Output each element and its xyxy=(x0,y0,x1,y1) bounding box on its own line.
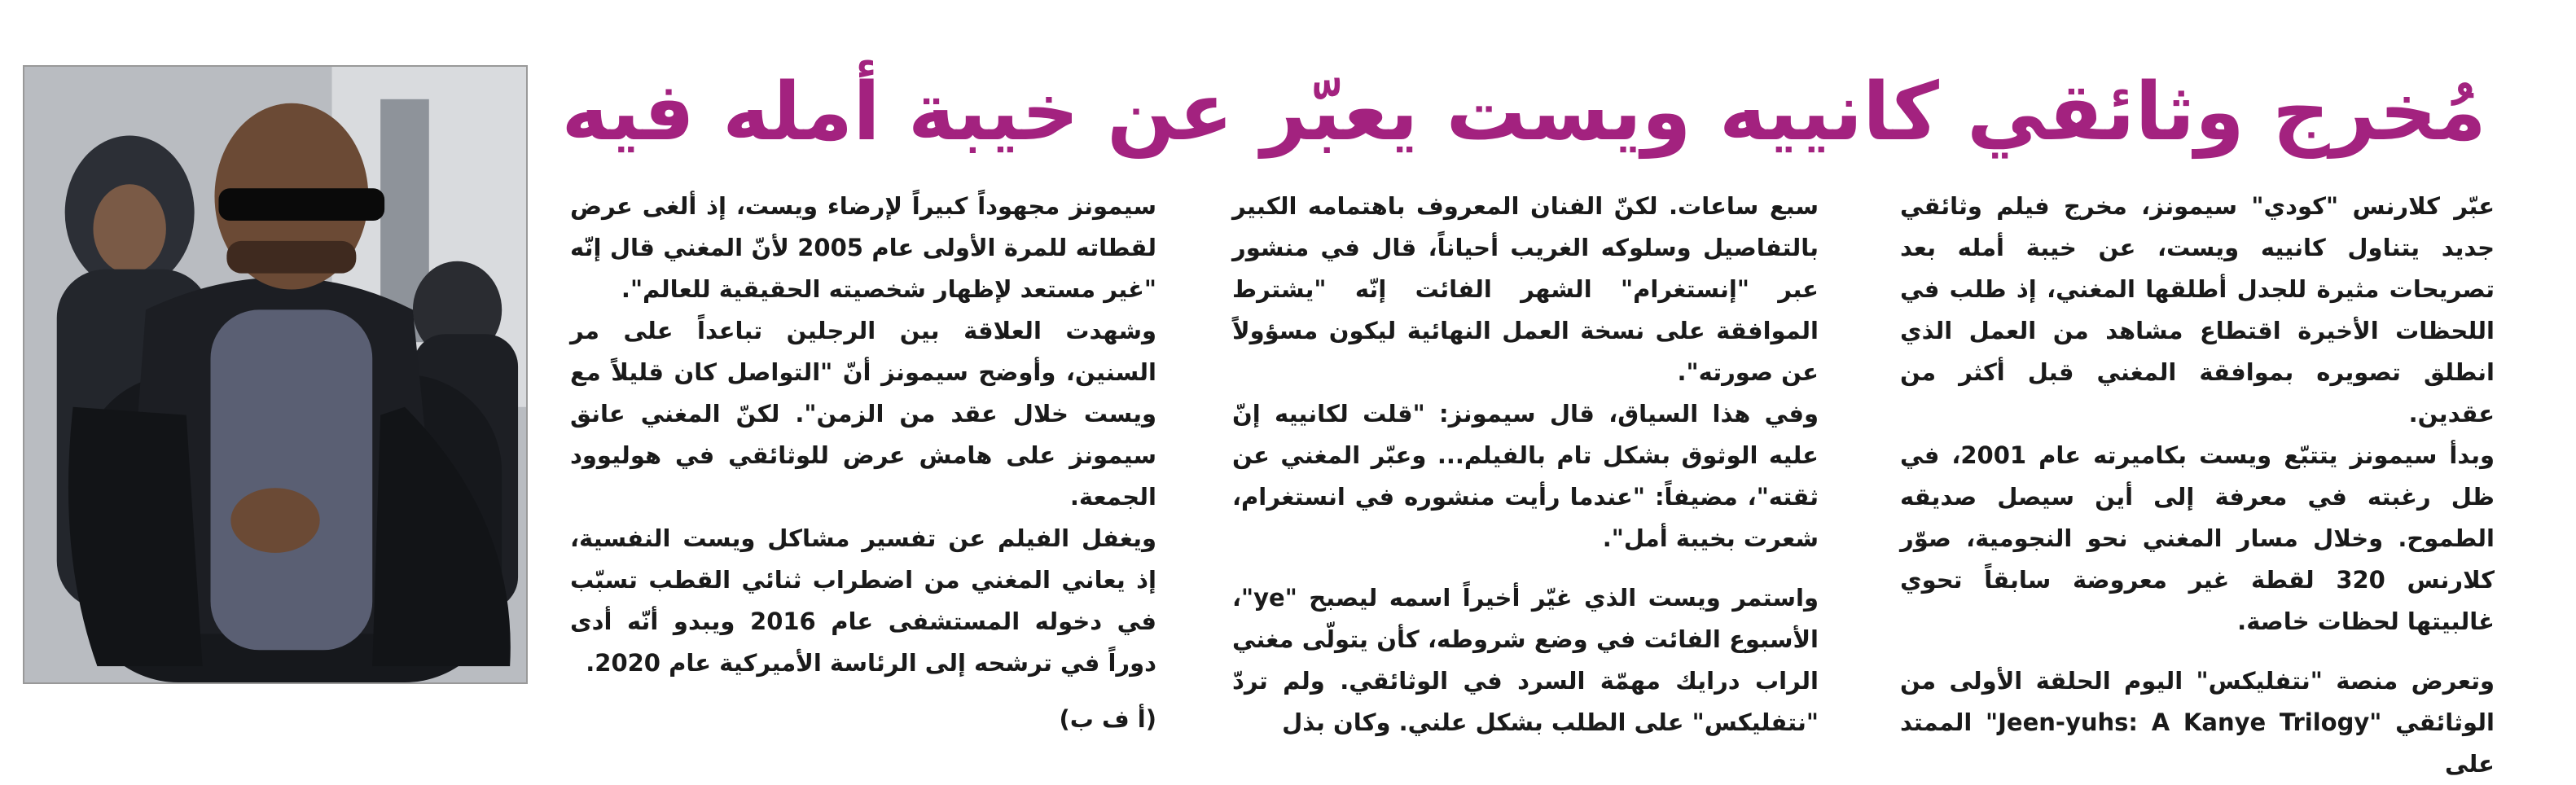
article-credit: (أ ف ب) xyxy=(1059,705,1156,733)
article-photo xyxy=(23,65,528,684)
article-paragraph: سبع ساعات. لكنّ الفنان المعروف باهتمامه الكبير بالتفاصيل وسلوكه الغريب أحياناً، قال في منشور عبر "إنستغرام" الشهر الفائت إنّه "يشترط الموافقة على نسخة العمل النهائية ليكون مسؤولاً عن صورته". xyxy=(1232,192,1819,386)
article-paragraph: وفي هذا السياق، قال سيمونز: "قلت لكانييه إنّ عليه الوثوق بشكل تام بالفيلم... وعبّر المغني عن ثقته"، مضيفاً: "عندما رأيت منشوره في انستغرام، شعرت بخيبة أمل". xyxy=(1232,400,1819,552)
article-headline: مُخرج وثائقي كانييه ويست يعبّر عن خيبة أمله فيه xyxy=(561,66,2486,159)
article-paragraph: ويغفل الفيلم عن تفسير مشاكل ويست النفسية، إذ يعاني المغني من اضطراب ثنائي القطب تسبّب في دخوله المستشفى عام 2016 ويبدو أنّه أدى دوراً في ترشحه إلى الرئاسة الأميركية عام 2020. xyxy=(570,524,1157,677)
article-paragraph: سيمونز مجهوداً كبيراً لإرضاء ويست، إذ ألغى عرض لقطاته للمرة الأولى عام 2005 لأنّ المغني قال إنّه "غير مستعد لإظهار شخصيته الحقيقية للعالم". xyxy=(570,192,1156,303)
article-paragraph: واستمر ويست الذي غيّر أخيراً اسمه ليصبح "ye"، الأسبوع الفائت في وضع شروطه، كأن يتولّى مغني الراب درايك مهمّة السرد في الوثائقي. ولم تردّ "نتفليكس" على الطلب بشكل علني. وكان بذل xyxy=(1232,584,1819,736)
article-paragraph: وشهدت العلاقة بين الرجلين تباعداً على مر السنين، وأوضح سيمونز أنّ "التواصل كان قليلاً مع ويست خلال عقد من الزمن". لكنّ المغني عانق سيمونز على هامش عرض للوثائقي في هوليوود الجمعة. xyxy=(570,317,1156,511)
article-paragraph: عبّر كلارنس "كودي" سيمونز، مخرج فيلم وثائقي جديد يتناول كانييه ويست، عن خيبة أمله بعد تصريحات مثيرة للجدل أطلقها المغني، إذ طلب في اللحظات الأخيرة اقتطاع مشاهد من العمل الذي انطلق تصويره بموافقة المغني قبل أكثر من عقدين. xyxy=(1900,192,2495,428)
photo-illustration xyxy=(24,67,526,682)
article-column-3 xyxy=(570,186,1156,740)
article-paragraph: وتعرض منصة "نتفليكس" اليوم الحلقة الأولى من الوثائقي "Jeen-yuhs: A Kanye Trilogy" الممتد على xyxy=(1900,667,2495,778)
article-column-2 xyxy=(1232,186,1819,743)
article-paragraph: وبدأ سيمونز يتتبّع ويست بكاميرته عام 2001، في ظل رغبته في معرفة إلى أين سيصل صديقه الطموح. وخلال مسار المغني نحو النجومية، صوّر كلارنس 320 لقطة غير معروضة سابقاً تحوي غالبيتها لحظات خاصة. xyxy=(1900,441,2495,635)
article-column-1 xyxy=(1900,186,2495,785)
